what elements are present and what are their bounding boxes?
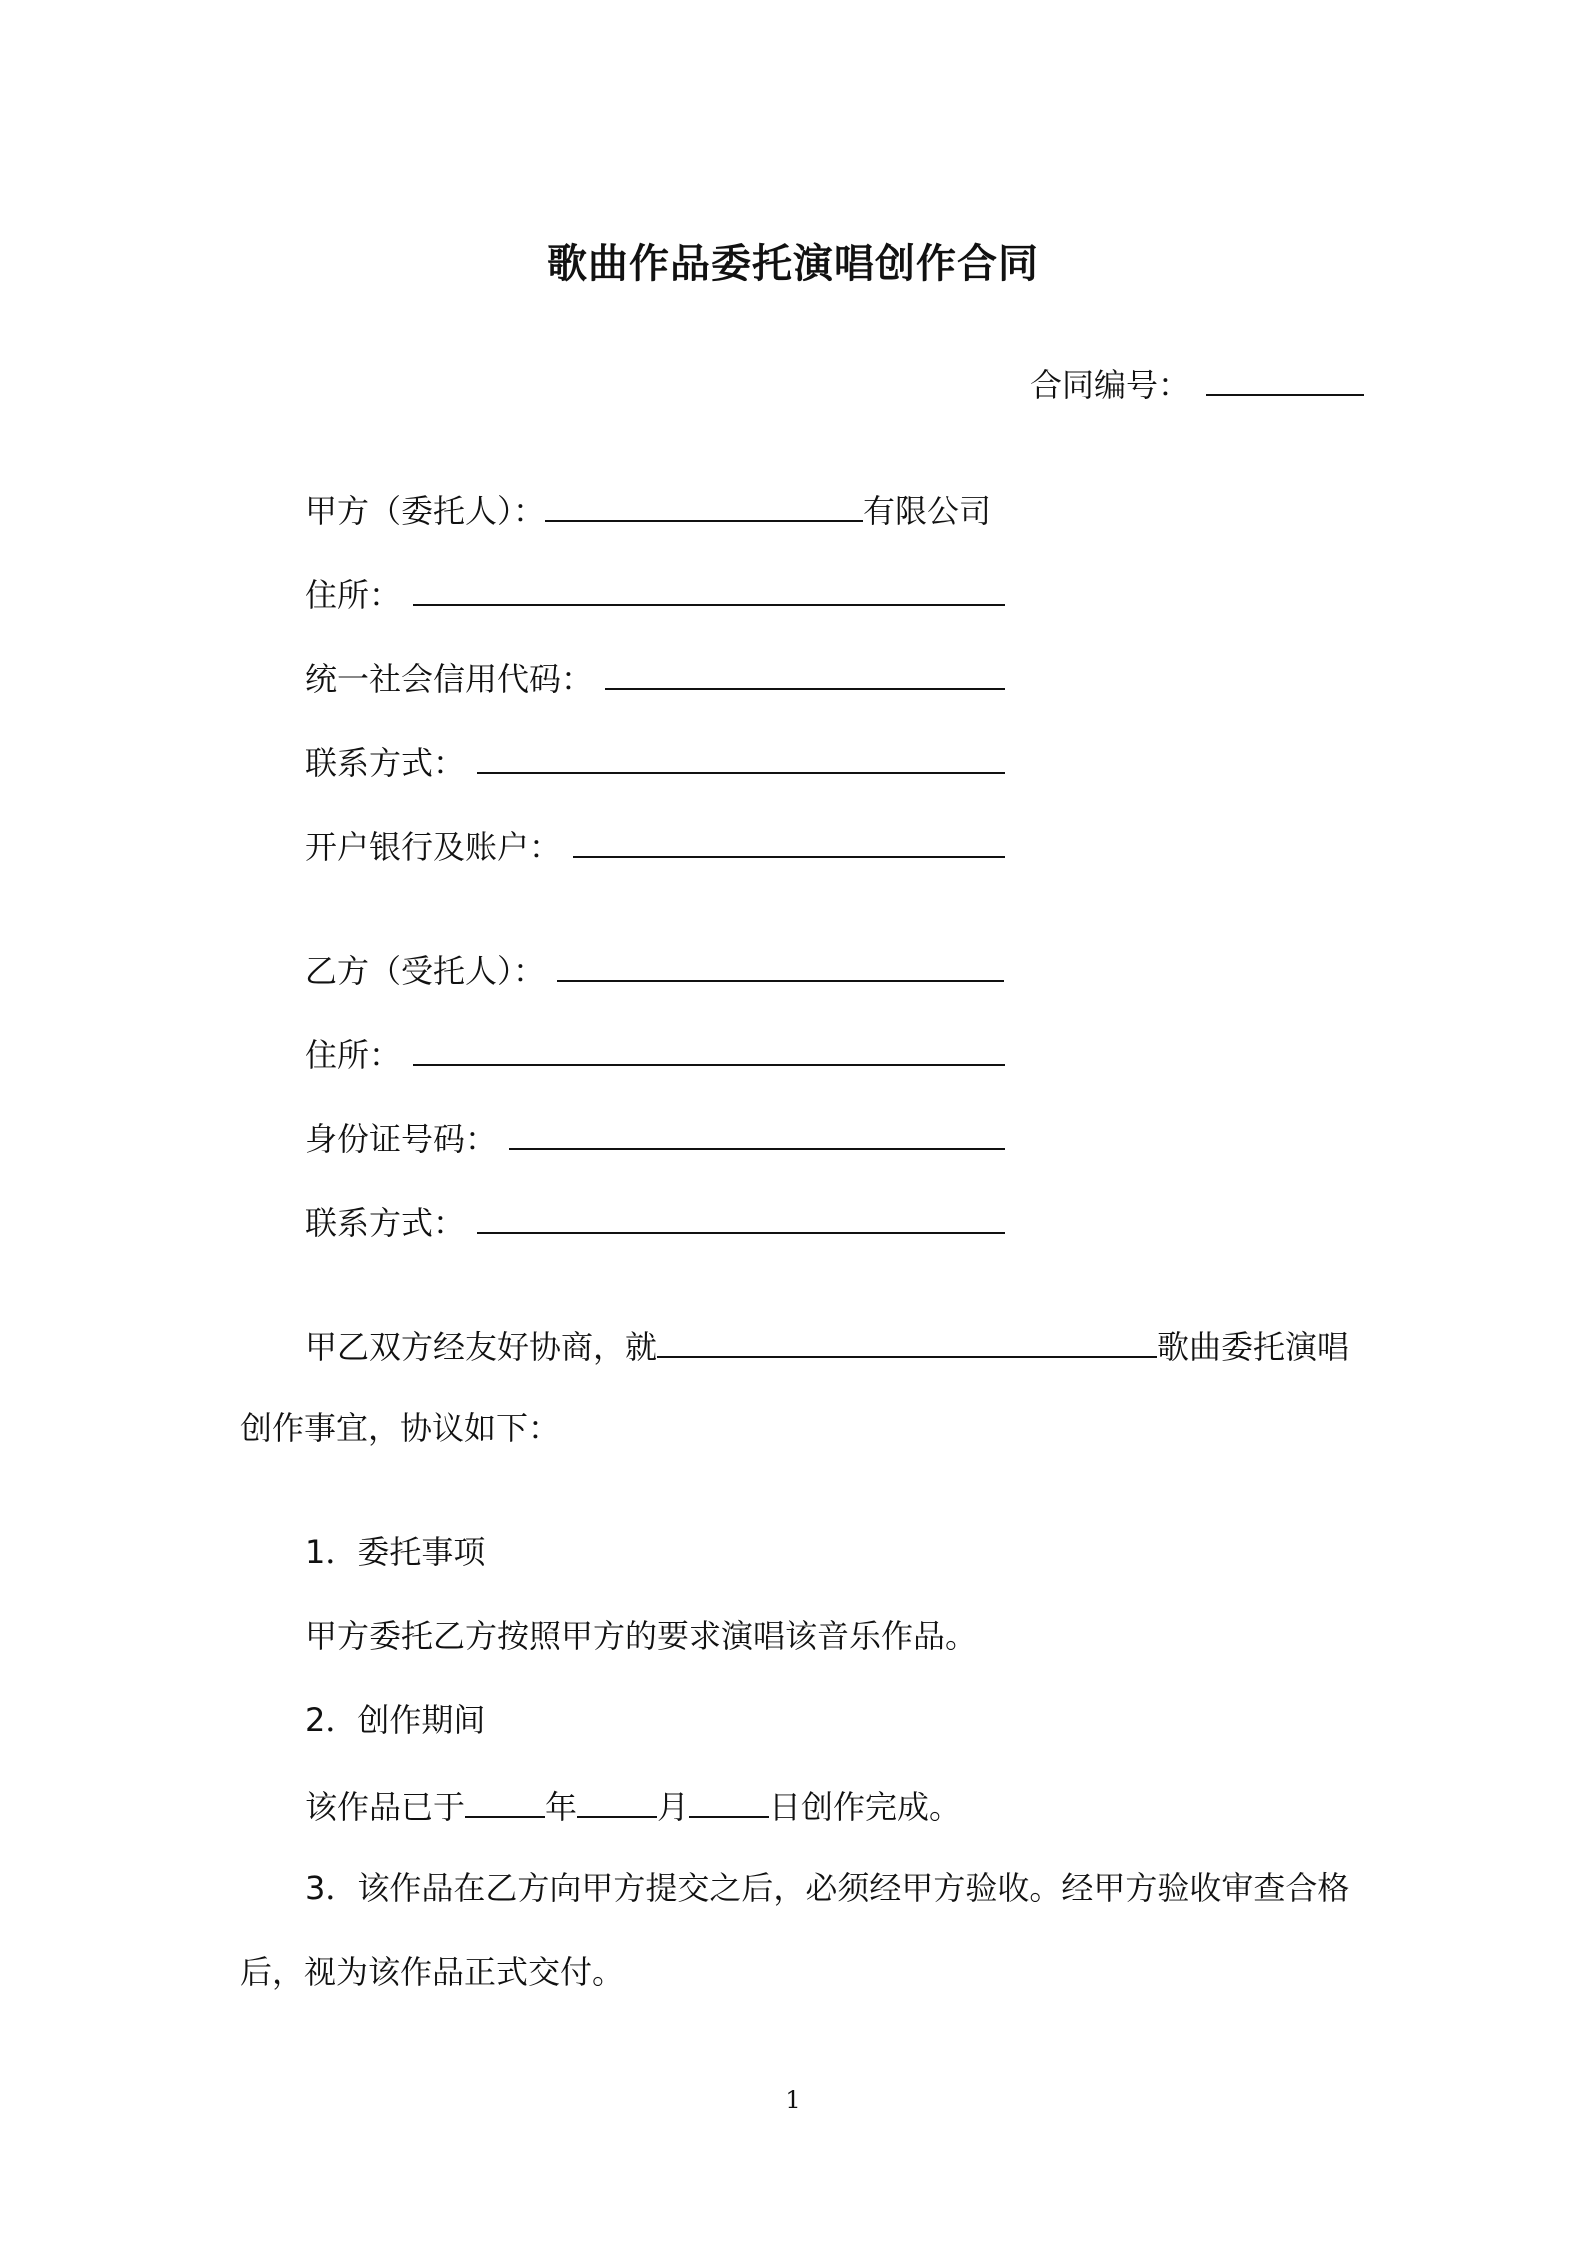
day-suffix: 日创作完成。 <box>769 1788 962 1826</box>
party-b-address-row <box>305 1030 1005 1077</box>
party-a-bank-blank <box>573 822 1005 858</box>
party-b-name-blank <box>557 946 1004 982</box>
section-2-prefix: 该作品已于 <box>305 1788 466 1826</box>
contract-number-row <box>1030 360 1364 407</box>
document-title: 歌曲作品委托演唱创作合同 <box>547 241 1039 287</box>
party-b-id-row <box>305 1114 1005 1161</box>
party-a-credit-code-row <box>305 654 1005 701</box>
party-b-contact-row <box>305 1198 1005 1245</box>
party-b-contact-label: 联系方式： <box>305 1204 466 1242</box>
contract-number-blank <box>1206 360 1364 396</box>
day-blank <box>689 1782 769 1818</box>
year-blank <box>465 1782 545 1818</box>
section-2-body <box>305 1782 961 1829</box>
party-a-bank-row <box>305 822 1005 869</box>
party-a-contact-blank <box>477 738 1005 774</box>
party-a-address-blank <box>413 570 1005 606</box>
party-a-label: 甲方（委托人）： <box>305 492 546 530</box>
party-b-id-blank <box>509 1114 1005 1150</box>
party-b-row <box>305 946 1004 993</box>
month-blank <box>577 1782 657 1818</box>
section-1-body: 甲方委托乙方按照甲方的要求演唱该音乐作品。 <box>305 1617 978 1655</box>
intro-suffix: 歌曲委托演唱 <box>1157 1328 1350 1366</box>
party-a-address-label: 住所： <box>305 576 402 614</box>
section-2-heading: 2．创作期间 <box>305 1701 486 1739</box>
contract-number-label: 合同编号： <box>1030 366 1191 404</box>
party-a-address-row <box>305 570 1005 617</box>
intro-line-2: 创作事宜，协议如下： <box>240 1409 561 1447</box>
party-a-contact-label: 联系方式： <box>305 744 466 782</box>
party-a-contact-row <box>305 738 1005 785</box>
party-a-bank-label: 开户银行及账户： <box>305 828 562 866</box>
party-b-label: 乙方（受托人）： <box>305 952 546 990</box>
section-3-line-1: 3．该作品在乙方向甲方提交之后，必须经甲方验收。经甲方验收审查合格 <box>305 1869 1350 1907</box>
party-b-contact-blank <box>477 1198 1005 1234</box>
party-b-id-label: 身份证号码： <box>305 1120 498 1158</box>
party-a-name-blank <box>545 486 863 522</box>
page-number: 1 <box>785 2086 801 2114</box>
year-label: 年 <box>545 1788 578 1826</box>
intro-prefix: 甲乙双方经友好协商，就 <box>305 1328 658 1366</box>
song-name-blank <box>657 1322 1157 1358</box>
party-b-address-label: 住所： <box>305 1036 402 1074</box>
party-a-credit-code-label: 统一社会信用代码： <box>305 660 594 698</box>
intro-line-1 <box>305 1322 1349 1369</box>
party-a-suffix: 有限公司 <box>863 492 992 530</box>
party-a-credit-code-blank <box>605 654 1005 690</box>
month-label: 月 <box>657 1788 690 1826</box>
section-1-heading: 1．委托事项 <box>305 1533 486 1571</box>
section-3-line-2: 后，视为该作品正式交付。 <box>240 1953 625 1991</box>
party-b-address-blank <box>413 1030 1005 1066</box>
party-a-row <box>305 486 991 533</box>
